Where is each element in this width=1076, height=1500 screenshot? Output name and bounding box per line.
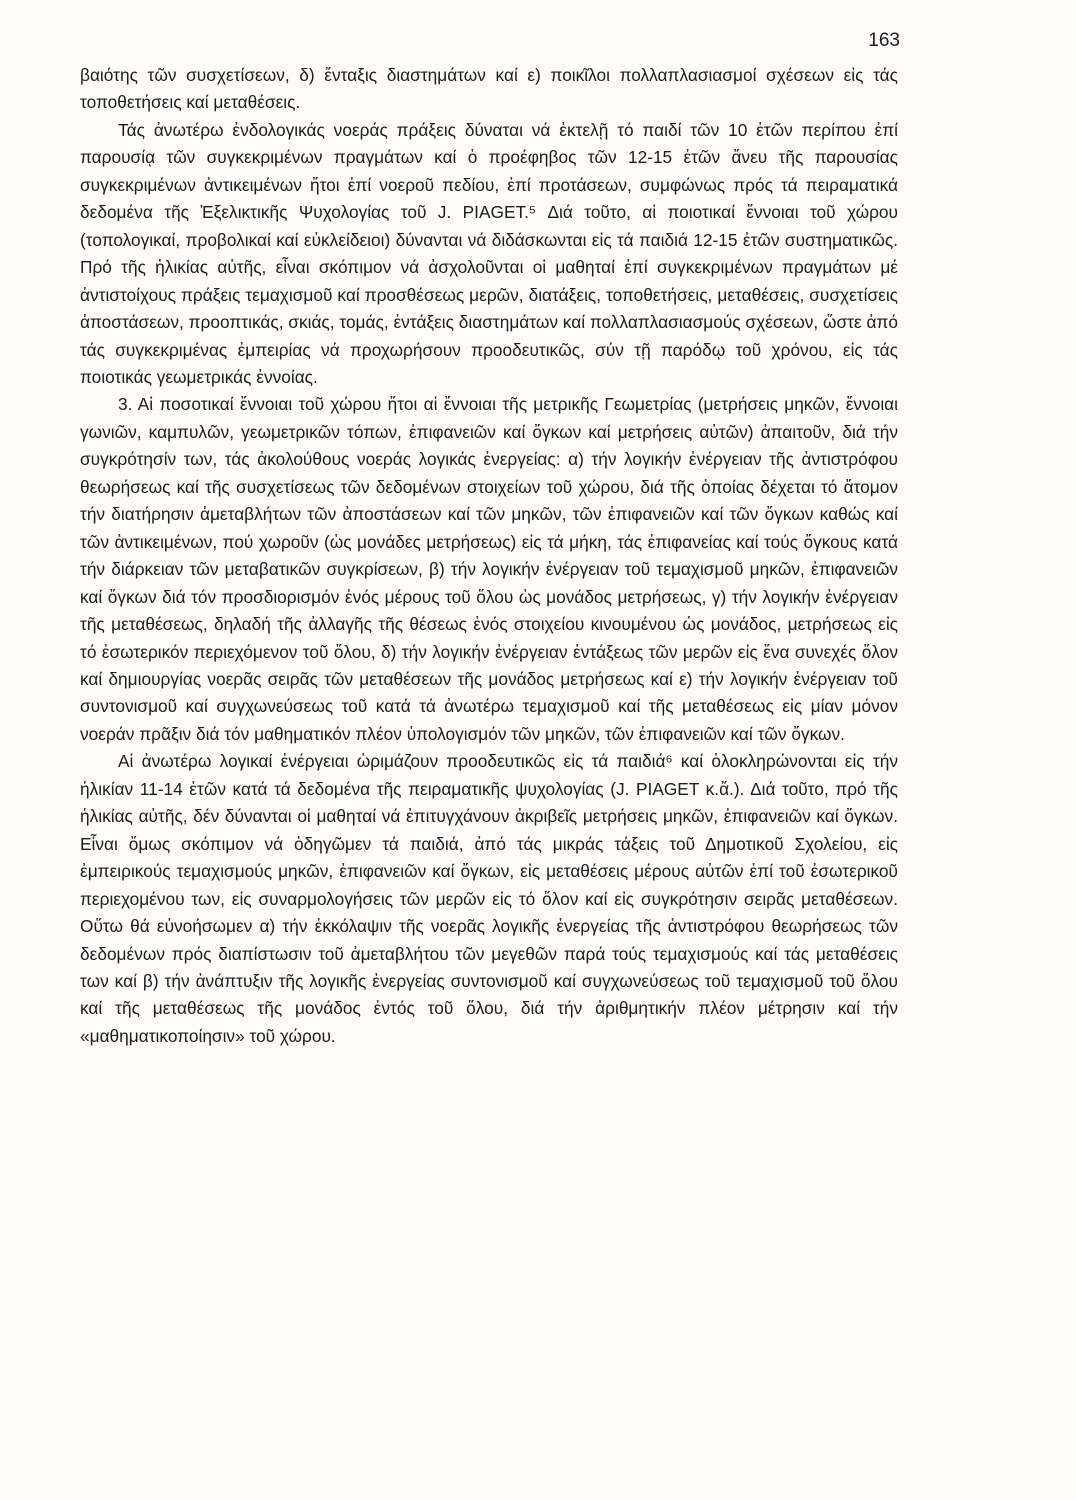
paragraph-continuation: βαιότης τῶν συσχετίσεων, δ) ἔνταξις διαστημάτων καί ε) ποικῖλοι πολλαπλασιασμοί σχέσεων εἰς τάς τοποθετήσεις καί μεταθέσεις. xyxy=(80,65,898,113)
page-number: 163 xyxy=(868,30,900,51)
paragraph-quantitative-concepts: 3. Αἱ ποσοτικαί ἔννοιαι τοῦ χώρου ἤτοι αἱ ἔννοιαι τῆς μετρικῆς Γεωμετρίας (μετρήσεις μηκῶν, ἔννοιαι γωνιῶν, καμπυλῶν, γεωμετρικῶν τόπων, ἐπιφανειῶν καί ὄγκων καί μετρήσεις αὐτῶν) ἀπαιτοῦν, διά τήν συγκρότησίν των, τάς ἀκολούθους νοεράς λογικάς ἐνεργείας: α) τήν λογικήν ἐνέργειαν τῆς ἀντιστρόφου θεωρήσεως καί τῆς συσχετίσεως τῶν δεδομένων στοιχείων τοῦ χώρου, διά τῆς ὁποίας δέχεται τό ἄτομον τήν διατήρησιν ἀμεταβλήτων τῶν ἀποστάσεων καί τῶν μηκῶν, τῶν ἐπιφανειῶν καί τῶν ὄγκων καθώς καί τῶν ἀντικειμένων, πού χωροῦν (ὡς μονάδες μετρήσεως) εἰς τά μήκη, τάς ἐπιφανείας καί τούς ὄγκους κατά τήν διάρκειαν τῶν μεταβατικῶν συγκρίσεων, β) τήν λογικήν ἐνέργειαν τοῦ τεμαχισμοῦ μηκῶν, ἐπιφανειῶν καί ὄγκων διά τόν προσδιορισμόν ἑνός μέρους τοῦ ὅλου ὡς μονάδος μετρήσεως, γ) τήν λογικήν ἐνέργειαν τῆς μεταθέσεως, δηλαδή τῆς ἀλλαγῆς τῆς θέσεως ἑνός στοιχείου κινουμένου ὡς μονάδος, μετρήσεως εἰς τό ἐσωτερικόν περιεχόμενον τοῦ ὅλου, δ) τήν λογικήν ἐνέργειαν ἐντάξεως τῶν μερῶν εἰς ἕνα συνεχές ὅλον καί δημιουργίας νοερᾶς σειρᾶς τῶν μεταθέσεων τῆς μονάδος μετρήσεως καί ε) τήν λογικήν ἐνέργειαν τοῦ συντονισμοῦ καί συγχωνεύσεως τοῦ κατά τά ἀνωτέρω τεμαχισμοῦ καί τῆς μεταθέσεως εἰς μίαν μόνον νοεράν πρᾶξιν διά τόν μαθηματικόν πλέον ὑπολογισμόν τῶν μηκῶν, τῶν ἐπιφανειῶν καί τῶν ὄγκων. xyxy=(80,394,898,744)
body-text xyxy=(80,62,898,1050)
paragraph-logical-operations: Αἱ ἀνωτέρω λογικαί ἐνέργειαι ὡριμάζουν προοδευτικῶς εἰς τά παιδιά⁶ καί ὁλοκληρώνονται εἰς τήν ἡλικίαν 11-14 ἐτῶν κατά τά δεδομένα τῆς πειραματικῆς ψυχολογίας (J. PIAGET κ.ἄ.). Διά τοῦτο, πρό τῆς ἡλικίας αὐτῆς, δέν δύνανται οἱ μαθηταί νά ἐπιτυγχάνουν ἀκριβεῖς μετρήσεις μηκῶν, ἐπιφανειῶν καί ὄγκων. Εἶναι ὅμως σκόπιμον νά ὁδηγῶμεν τά παιδιά, ἀπό τάς μικράς τάξεις τοῦ Δημοτικοῦ Σχολείου, εἰς ἐμπειρικούς τεμαχισμούς μηκῶν, ἐπιφανειῶν καί ὄγκων, εἰς μεταθέσεις μέρους αὐτῶν ἐπί τοῦ ἐσωτερικοῦ περιεχομένου των, εἰς συναρμολογήσεις τῶν μερῶν εἰς τό ὅλον καί εἰς συγκρότησιν σειρᾶς μεταθέσεων. Οὕτω θά εὐνοήσωμεν α) τήν ἐκκόλαψιν τῆς νοερᾶς λογικῆς ἐνεργείας τῆς ἀντιστρόφου θεωρήσεως τῶν δεδομένων πρός διαπίστωσιν τοῦ ἀμεταβλήτου τῶν μεγεθῶν παρά τούς τεμαχισμούς καί τάς μεταθέσεις των καί β) τήν ἀνάπτυξιν τῆς λογικῆς ἐνεργείας συντονισμοῦ καί συγχωνεύσεως τοῦ τεμαχισμοῦ τοῦ ὅλου καί τῆς μεταθέσεως τῆς μονάδος ἐντός τοῦ ὅλου, διά τήν ἀριθμητικήν πλέον μέτρησιν καί τήν «μαθηματικοποίησιν» τοῦ χώρου. xyxy=(80,751,898,1046)
paragraph-qualitative-concepts: Τάς ἀνωτέρω ἐνδολογικάς νοεράς πράξεις δύναται νά ἐκτελῇ τό παιδί τῶν 10 ἐτῶν περίπου ἐπί παρουσίᾳ τῶν συγκεκριμένων πραγμάτων καί ὁ προέφηβος τῶν 12-15 ἐτῶν ἄνευ τῆς παρουσίας συγκεκριμένων ἀντικειμένων ἤτοι ἐπί νοεροῦ πεδίου, ἐπί προτάσεων, συμφώνως πρός τά πειραματικά δεδομένα τῆς Ἐξελικτικῆς Ψυχολογίας τοῦ J. PIAGET.⁵ Διά τοῦτο, αἱ ποιοτικαί ἔννοιαι τοῦ χώρου (τοπολογικαί, προβολικαί καί εὐκλείδειοι) δύνανται νά διδάσκωνται εἰς τά παιδιά 12-15 ἐτῶν συστηματικῶς. Πρό τῆς ἡλικίας αὐτῆς, εἶναι σκόπιμον νά ἀσχολοῦνται οἱ μαθηταί ἐπί συγκεκριμένων πραγμάτων μέ ἀντιστοίχους πράξεις τεμαχισμοῦ καί προσθέσεως μερῶν, διατάξεις, τοποθετήσεις, μεταθέσεις, συσχετίσεις ἀποστάσεων, προοπτικάς, σκιάς, τομάς, ἐντάξεις διαστημάτων καί πολλαπλασιασμούς σχέσεων, ὥστε ἀπό τάς συγκεκριμένας ἐμπειρίας νά προχωρήσουν προοδευτικῶς, σύν τῇ παρόδῳ τοῦ χρόνου, εἰς τάς ποιοτικάς γεωμετρικάς ἐννοίας. xyxy=(80,119,898,387)
